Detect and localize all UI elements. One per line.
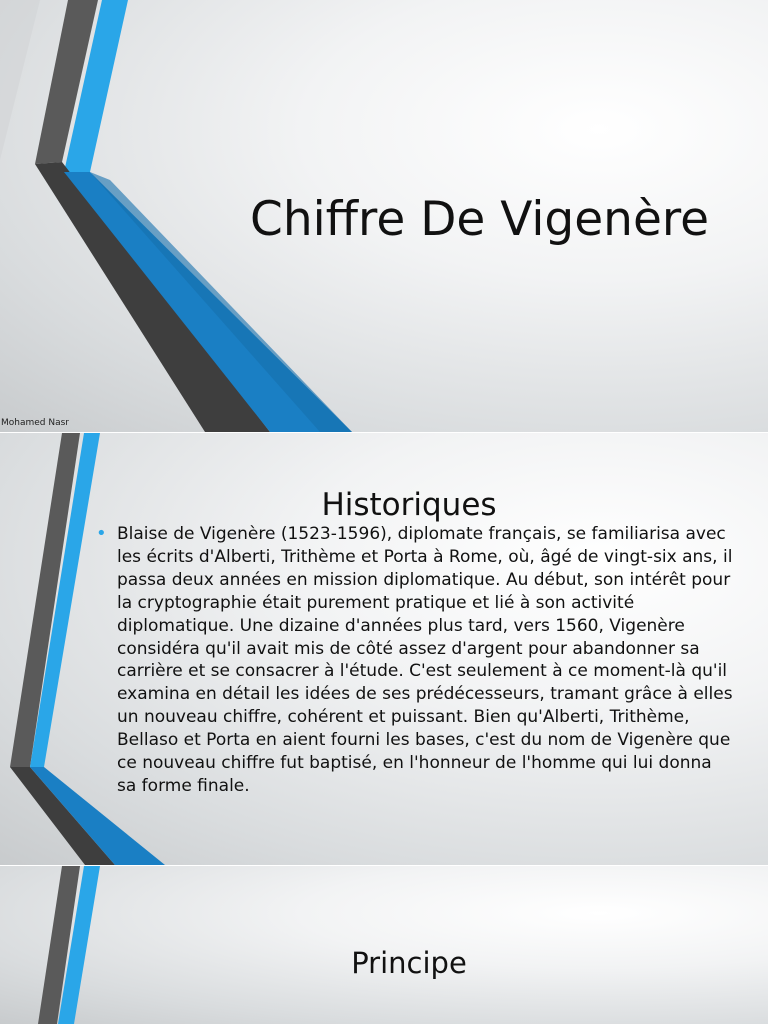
- bullet-item: [98, 523, 734, 798]
- decorative-stripes: [0, 866, 768, 1024]
- principle-slide: [0, 866, 768, 1024]
- history-slide: [0, 433, 768, 865]
- slide-title: Historiques: [321, 487, 497, 523]
- bullet-text: Blaise de Vigenère (1523-1596), diplomate français, se familiarisa avec les écrits d'Alberti, Trithème et Porta à Rome, où, âgé de vingt-six ans, il passa deux années en mission diplomatique. Au début, son intérêt pour la cryptographie était purement pratique et lié à son activité diplomatique. Une dizaine d'années plus tard, vers 1560, Vigenère considéra qu'il avait mis de côté assez d'argent pour abandonner sa carrière et se consacrer à l'étude. C'est seulement à ce moment-là qu'il examina en détail les idées de ses prédécesseurs, tramant grâce à elles un nouveau chiffre, cohérent et puissant. Bien qu'Alberti, Trithème, Bellaso et Porta en aient fourni les bases, c'est du nom de Vigenère que ce nouveau chiffre fut baptisé, en l'honneur de l'homme qui lui donna sa forme finale.: [117, 524, 733, 796]
- title-slide: [0, 0, 768, 432]
- slide-title: Principe: [351, 946, 467, 980]
- slide-title: Chiffre De Vigenère: [250, 192, 710, 247]
- bullet-icon: •: [96, 523, 107, 544]
- author-name: Mohamed Nasr: [1, 418, 70, 428]
